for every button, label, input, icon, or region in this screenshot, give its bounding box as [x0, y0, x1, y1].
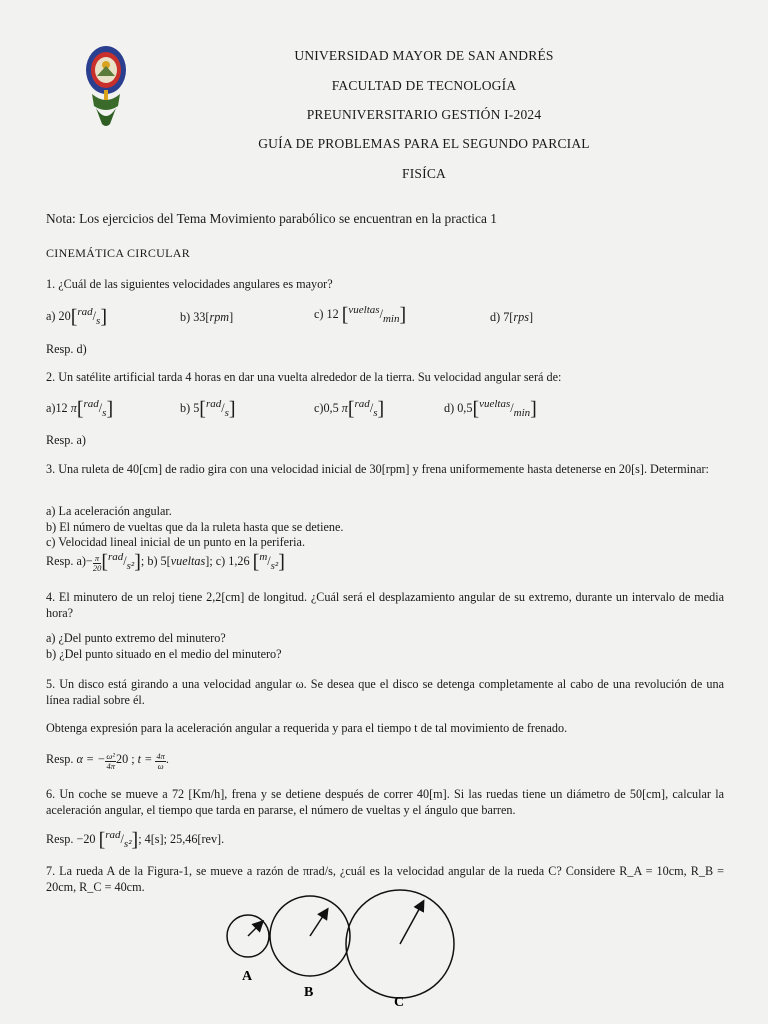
note-text: Nota: Los ejercicios del Tema Movimiento parabólico se encuentran en la practica 1 — [46, 211, 497, 226]
question-3-text: 3. Una ruleta de 40[cm] de radio gira con una velocidad inicial de 30[rpm] y frena uniformemente hasta detenerse en 20[s]. Determinar: — [46, 462, 709, 476]
question-7-text: 7. La rueda A de la Figura-1, se mueve a razón de πrad/s, ¿cuál es la velocidad angular de la rueda C? Considere R_A = 10cm, R_B = 20cm, R_C = 40cm. — [46, 864, 724, 894]
q1-option-d: d) 7[rps] — [490, 310, 534, 324]
q4-item-a: a) ¿Del punto extremo del minutero? — [46, 631, 226, 645]
q3-item-c: c) Velocidad lineal inicial de un punto en la periferia. — [46, 535, 305, 549]
q4-item-b: b) ¿Del punto situado en el medio del minutero? — [46, 647, 282, 661]
q1-answer: Resp. d) — [46, 342, 87, 356]
wheel-b-label: B — [304, 985, 314, 1000]
q2-option-b: b) 5[rad/s] — [180, 398, 236, 420]
q1-option-a: a) 20[rad/s] — [46, 306, 107, 328]
question-2-text: 2. Un satélite artificial tarda 4 horas en dar una vuelta alrededor de la tierra. Su velocidad angular será de: — [46, 370, 562, 384]
q2-option-c: c)0,5 π[rad/s] — [314, 398, 385, 420]
q2-option-d: d) 0,5[vueltas/min] — [444, 398, 537, 420]
wheel-c-label: C — [394, 995, 405, 1010]
university-seal-logo — [84, 44, 128, 128]
q2-option-a: a)12 π[rad/s] — [46, 398, 114, 420]
wheel-a — [227, 915, 269, 957]
q2-answer: Resp. a) — [46, 433, 86, 447]
q1-option-c: c) 12 [vueltas/min] — [314, 304, 407, 326]
q5-answer: Resp. α = − $\frac{\text{ω²}}{4\pi}$ 20 ; t = $\frac{4\pi}{\omega}$ . — [46, 751, 169, 771]
header-guide: GUÍA DE PROBLEMAS PARA EL SEGUNDO PARCIAL — [258, 136, 590, 151]
q6-answer: Resp. −20 [rad/s²]; 4[s]; 25,46[rev]. — [46, 829, 225, 851]
question-6-text: 6. Un coche se mueve a 72 [Km/h], frena y se detiene después de correr 40[m]. Si las ruedas tiene un diámetro de 50[cm], calcular la aceleración angular, el tiempo que tarda en pararse, el número de vueltas y el ángulo que barren. — [46, 787, 724, 817]
question-1-text: 1. ¿Cuál de las siguientes velocidades angulares es mayor? — [46, 277, 333, 291]
header-faculty: FACULTAD DE TECNOLOGÍA — [331, 78, 517, 93]
wheel-b — [270, 896, 350, 976]
q1-option-b: b) 33[rpm] — [180, 310, 234, 324]
header-university: UNIVERSIDAD MAYOR DE SAN ANDRÉS — [294, 48, 554, 63]
q3-item-a: a) La aceleración angular. — [46, 504, 172, 518]
header-program: PREUNIVERSITARIO GESTIÓN I-2024 — [306, 107, 542, 122]
question-5-text: 5. Un disco está girando a una velocidad angular ω. Se desea que el disco se detenga completamente al cabo de una revolución de una línea radial sobre él. — [46, 677, 724, 707]
wheel-c — [346, 890, 454, 998]
figure-1-wheels — [215, 880, 555, 1020]
question-4-text: 4. El minutero de un reloj tiene 2,2[cm] de longitud. ¿Cuál será el desplazamiento angular de su extremo, durante un intervalo de media hora? — [46, 590, 724, 620]
q3-item-b: b) El número de vueltas que da la ruleta hasta que se detiene. — [46, 520, 344, 534]
q5-instruction: Obtenga expresión para la aceleración angular a requerida y para el tiempo t de tal movimiento de frenado. — [46, 721, 568, 735]
q3-answer: Resp. a)− $\frac{\pi}{20}$ [rad/s²]; b) 5[vueltas]; c) 1,26 [m/s²] — [46, 551, 285, 573]
wheel-a-label: A — [242, 969, 253, 984]
header-subject: FISÍCA — [402, 166, 446, 181]
section-title: CINEMÁTICA CIRCULAR — [46, 246, 191, 260]
